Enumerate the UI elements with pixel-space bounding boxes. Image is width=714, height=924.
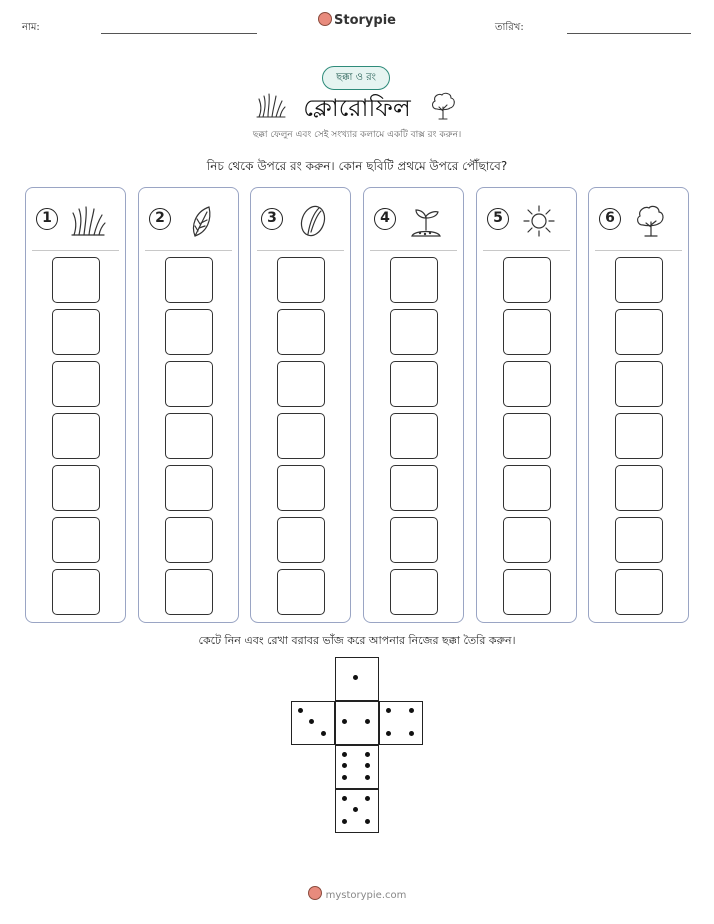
- tree-icon: [633, 204, 669, 238]
- dice-pip: [365, 775, 370, 780]
- column-header: [374, 204, 454, 238]
- page-title: ক্লোরোফিল: [303, 94, 411, 122]
- color-box[interactable]: [615, 569, 663, 615]
- color-box[interactable]: [390, 257, 438, 303]
- date-line: [567, 33, 691, 34]
- color-box[interactable]: [277, 517, 325, 563]
- dice-pip: [386, 708, 391, 713]
- sprout-icon: [408, 204, 444, 238]
- column-number: 4: [374, 208, 396, 230]
- color-box[interactable]: [277, 257, 325, 303]
- column-number: 5: [487, 208, 509, 230]
- dice-face-2: [335, 701, 379, 745]
- color-box[interactable]: [165, 569, 213, 615]
- column-divider: [257, 250, 344, 251]
- column-3: [250, 187, 351, 623]
- grass-icon: [256, 92, 286, 120]
- column-5: [476, 187, 577, 623]
- seed-icon: [295, 204, 331, 238]
- column-divider: [370, 250, 457, 251]
- brand-name: Storypie: [334, 13, 396, 28]
- dice-pip: [353, 807, 358, 812]
- column-number: 1: [36, 208, 58, 230]
- color-box[interactable]: [615, 309, 663, 355]
- color-box[interactable]: [390, 361, 438, 407]
- color-box[interactable]: [615, 361, 663, 407]
- color-box[interactable]: [277, 309, 325, 355]
- dice-pip: [298, 708, 303, 713]
- column-header: [149, 204, 229, 238]
- dice-pip: [353, 675, 358, 680]
- column-divider: [595, 250, 682, 251]
- footer: [0, 886, 714, 901]
- date-label: তারিখ:: [495, 22, 524, 33]
- color-box[interactable]: [277, 413, 325, 459]
- color-box[interactable]: [52, 413, 100, 459]
- color-box[interactable]: [503, 517, 551, 563]
- color-box[interactable]: [615, 465, 663, 511]
- color-box[interactable]: [503, 569, 551, 615]
- color-box[interactable]: [390, 413, 438, 459]
- grass-icon: [70, 204, 106, 238]
- dice-pip: [365, 763, 370, 768]
- color-box[interactable]: [503, 465, 551, 511]
- name-label: নাম:: [22, 22, 40, 33]
- column-divider: [32, 250, 119, 251]
- leaf-icon: [183, 204, 219, 238]
- color-box[interactable]: [277, 361, 325, 407]
- dice-pip: [365, 796, 370, 801]
- color-box[interactable]: [52, 517, 100, 563]
- dice-pip: [365, 719, 370, 724]
- column-number: 2: [149, 208, 171, 230]
- dice-pip: [342, 763, 347, 768]
- dice-pip: [342, 752, 347, 757]
- dice-pip: [309, 719, 314, 724]
- color-box[interactable]: [165, 517, 213, 563]
- column-divider: [145, 250, 232, 251]
- column-2: [138, 187, 239, 623]
- footer-url[interactable]: mystorypie.com: [325, 890, 407, 901]
- color-box[interactable]: [277, 569, 325, 615]
- color-box[interactable]: [52, 309, 100, 355]
- brand-logo: [0, 12, 714, 28]
- color-box[interactable]: [165, 413, 213, 459]
- color-box[interactable]: [52, 465, 100, 511]
- dice-pip: [342, 819, 347, 824]
- instruction: নিচ থেকে উপরে রং করুন। কোন ছবিটি প্রথমে উপরে পৌঁছাবে?: [206, 159, 508, 173]
- color-box[interactable]: [503, 413, 551, 459]
- dice-pip: [365, 752, 370, 757]
- color-box[interactable]: [615, 517, 663, 563]
- dice-pip: [409, 708, 414, 713]
- storypie-logo-icon: [318, 12, 332, 26]
- column-header: [487, 204, 567, 238]
- color-box[interactable]: [52, 257, 100, 303]
- column-header: [261, 204, 341, 238]
- tree-icon: [429, 91, 457, 121]
- dice-face-4: [379, 701, 423, 745]
- dice-pip: [386, 731, 391, 736]
- color-box[interactable]: [390, 569, 438, 615]
- column-4: [363, 187, 464, 623]
- color-box[interactable]: [503, 309, 551, 355]
- color-box[interactable]: [52, 569, 100, 615]
- color-box[interactable]: [165, 361, 213, 407]
- color-box[interactable]: [165, 465, 213, 511]
- subtitle: ছক্কা ফেলুন এবং সেই সংখ্যার কলামে একটি বাক্স রং করুন।: [252, 130, 462, 140]
- column-6: [588, 187, 689, 623]
- color-box[interactable]: [615, 413, 663, 459]
- color-box[interactable]: [52, 361, 100, 407]
- column-header: [36, 204, 116, 238]
- color-box[interactable]: [165, 257, 213, 303]
- dice-pip: [365, 819, 370, 824]
- column-number: 3: [261, 208, 283, 230]
- name-line: [101, 33, 257, 34]
- storypie-logo-icon: [308, 886, 322, 900]
- column-number: 6: [599, 208, 621, 230]
- dice-pip: [409, 731, 414, 736]
- dice-face-6: [335, 745, 379, 789]
- dice-face-3: [291, 701, 335, 745]
- cut-instruction: কেটে নিন এবং রেখা বরাবর ভাঁজ করে আপনার নিজের ছক্কা তৈরি করুন।: [198, 634, 516, 647]
- dice-pip: [321, 731, 326, 736]
- column-divider: [483, 250, 570, 251]
- color-box[interactable]: [390, 517, 438, 563]
- dice-face-1: [335, 657, 379, 701]
- color-box[interactable]: [277, 465, 325, 511]
- dice-pip: [342, 796, 347, 801]
- dice-pip: [342, 775, 347, 780]
- color-box[interactable]: [390, 309, 438, 355]
- color-box[interactable]: [615, 257, 663, 303]
- color-box[interactable]: [503, 257, 551, 303]
- dice-face-5: [335, 789, 379, 833]
- topic-tag: ছক্কা ও রং: [322, 66, 390, 90]
- column-header: [599, 204, 679, 238]
- column-1: [25, 187, 126, 623]
- sun-icon: [521, 204, 557, 238]
- color-box[interactable]: [503, 361, 551, 407]
- dice-pip: [342, 719, 347, 724]
- color-box[interactable]: [390, 465, 438, 511]
- color-box[interactable]: [165, 309, 213, 355]
